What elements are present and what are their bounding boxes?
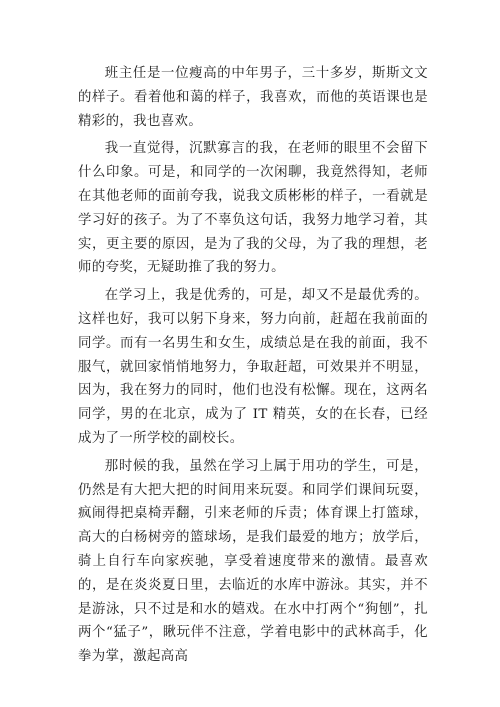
paragraph-3: 在学习上，我是优秀的，可是，却又不是最优秀的。这样也好，我可以躬下身来，努力向前，赶超在我前面的同学。而有一名男生和女生，成绩总是在我的前面，我不服气，就回家悄悄地努力，争取赶超，可效果并不明显，因为，我在努力的同时，他们也没有松懈。现在，这两名同学，男的在北京，成为了 IT 精英，女的在长春，已经成为了一所学校的副校长。: [78, 288, 428, 446]
document-body: [78, 62, 428, 673]
paragraph-2: 我一直觉得，沉默寡言的我，在老师的眼里不会留下什么印象。可是，和同学的一次闲聊，我竟然得知，老师在其他老师的面前夸我，说我文质彬彬的样子，一看就是学习好的孩子。为了不辜负这句话，我努力地学习着，其实，更主要的原因，是为了我的父母，为了我的理想，老师的夸奖，无疑助推了我的努力。: [78, 141, 428, 276]
paragraph-4: 那时候的我，虽然在学习上属于用功的学生，可是，仍然是有大把大把的时间用来玩耍。和同学们课间玩耍，疯闹得把桌椅弄翻，引来老师的斥责；体育课上打篮球，高大的白杨树旁的篮球场，是我们最爱的地方；放学后，骑上自行车向家疾驰，享受着速度带来的激情。最喜欢的，是在炎炎夏日里，去临近的水库中游泳。其实，并不是游泳，只不过是和水的嬉戏。在水中打两个“狗刨”，扎两个“猛子”，瞅玩伴不注意，学着电影中的武林高手，化拳为掌，激起高高: [78, 458, 428, 665]
paragraph-1: 班主任是一位瘦高的中年男子，三十多岁，斯斯文文的样子。看着他和蔼的样子，我喜欢，而他的英语课也是精彩的，我也喜欢。: [78, 66, 428, 129]
